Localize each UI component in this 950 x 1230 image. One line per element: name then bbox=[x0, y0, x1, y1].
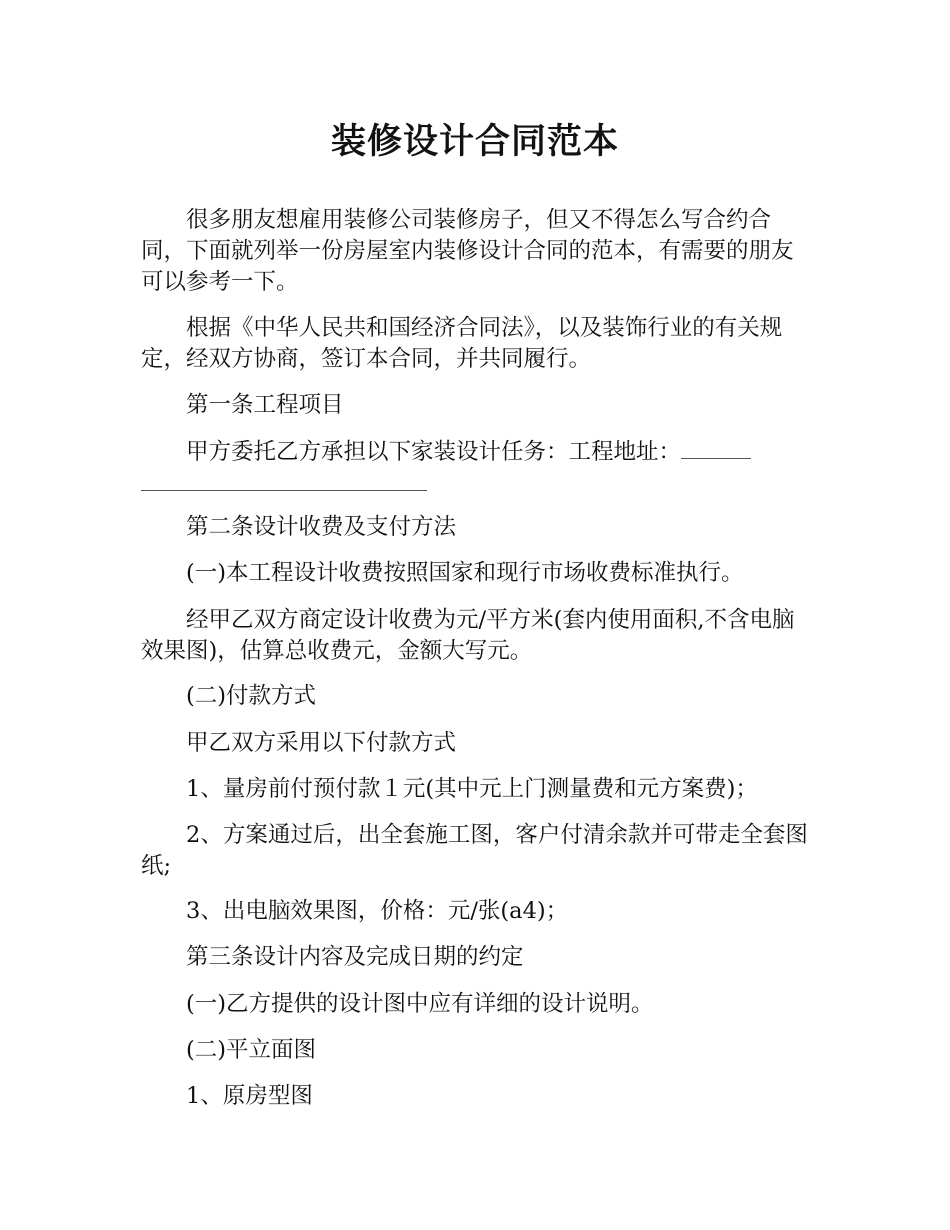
document-title: 装修设计合同范本 bbox=[330, 122, 619, 162]
project-address-text: 甲方委托乙方承担以下家装设计任务：工程地址： bbox=[186, 439, 682, 465]
article-2-heading: 第二条设计收费及支付方法 bbox=[186, 514, 457, 540]
payment-method-intro: 甲乙双方采用以下付款方式 bbox=[186, 730, 457, 756]
project-address-paragraph bbox=[141, 437, 811, 468]
article-3-heading: 第三条设计内容及完成日期的约定 bbox=[186, 944, 524, 970]
original-floor-plan-item: 1、原房型图 bbox=[186, 1083, 313, 1109]
design-content-item-2: (二)平立面图 bbox=[186, 1037, 317, 1063]
fee-standard-paragraph: (一)本工程设计收费按照国家和现行市场收费标准执行。 bbox=[186, 560, 744, 586]
payment-method-heading: (二)付款方式 bbox=[186, 683, 317, 709]
basis-paragraph: 根据《中华人民共和国经济合同法》，以及装饰行业的有关规定，经双方协商，签订本合同，并共同履行。 bbox=[141, 315, 783, 372]
payment-item-1: 1、量房前付预付款１元(其中元上门测量费和元方案费)； bbox=[186, 776, 758, 802]
payment-item-2: 2、方案通过后，出全套施工图，客户付清余款并可带走全套图纸; bbox=[141, 822, 808, 879]
article-1-heading: 第一条工程项目 bbox=[186, 392, 344, 418]
design-content-item-1: (一)乙方提供的设计图中应有详细的设计说明。 bbox=[186, 991, 654, 1017]
address-blank-continuation[interactable] bbox=[141, 490, 427, 491]
fee-agreement-paragraph: 经甲乙双方商定设计收费为元/平方米(套内使用面积,不含电脑效果图)，估算总收费元，金额大写元。 bbox=[141, 607, 795, 664]
intro-paragraph: 很多朋友想雇用装修公司装修房子，但又不得怎么写合约合同，下面就列举一份房屋室内装修设计合同的范本，有需要的朋友可以参考一下。 bbox=[141, 207, 794, 295]
payment-item-3: 3、出电脑效果图，价格：元/张(a4)； bbox=[186, 898, 569, 924]
address-blank[interactable] bbox=[681, 438, 751, 459]
